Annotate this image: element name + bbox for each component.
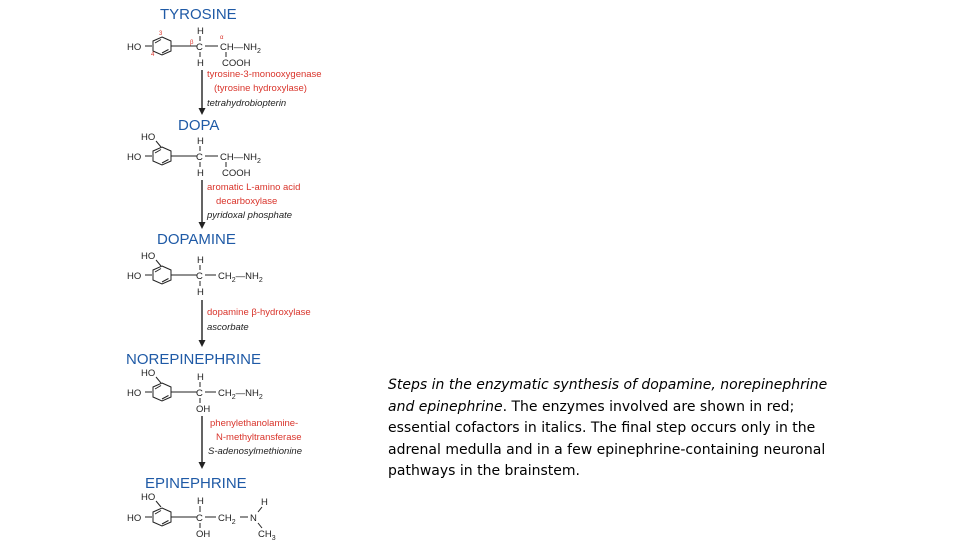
hydroxyl-label: HO	[127, 271, 142, 282]
reaction-step-1	[199, 69, 322, 115]
tyrosine-structure	[127, 6, 261, 69]
amine-group: $CH—NH_2$	[220, 152, 261, 165]
synthesis-pathway-diagram	[0, 0, 400, 540]
hydroxyl-label: HO	[127, 152, 142, 163]
hydroxyl-top-label: HO	[141, 132, 156, 143]
hydrogen-top: H	[197, 255, 204, 266]
enzyme-label: (tyrosine hydroxylase)	[214, 83, 307, 94]
arrow-head	[199, 462, 206, 469]
arrow-head	[199, 222, 206, 229]
bond	[258, 523, 262, 528]
reaction-step-3	[199, 300, 311, 347]
benzene-ring	[153, 383, 171, 401]
cofactor-label: tetrahydrobiopterin	[207, 98, 287, 109]
dopa-structure	[127, 117, 261, 179]
carbon-label: C	[196, 152, 203, 163]
hydrogen-bottom: H	[197, 168, 204, 179]
enzyme-label: N-methyltransferase	[216, 432, 302, 443]
hydroxyl-label: HO	[127, 42, 142, 53]
hydroxyl-bottom: OH	[196, 404, 211, 415]
dopamine-structure	[127, 231, 263, 298]
arrow-head	[199, 340, 206, 347]
amine-group: $CH_2—NH_2$	[218, 271, 263, 284]
caption-text: . The enzymes involved are shown in red; essential cofactors in italics. The final step occurs only in the adrenal medulla and in a few epinephrine-containing neuronal pathways in the brainstem.	[388, 398, 826, 479]
caption-italic: Steps in the enzymatic synthesis of dopamine, norepinephrine and epinephrine	[388, 377, 828, 415]
carbon-label: C	[196, 388, 203, 399]
bond	[156, 141, 161, 147]
compound-title-norepinephrine: NOREPINEPHRINE	[126, 351, 262, 368]
cofactor-label: ascorbate	[207, 322, 249, 333]
compound-title-epinephrine: EPINEPHRINE	[145, 475, 247, 492]
hydrogen-top: H	[197, 496, 204, 507]
enzyme-label: phenylethanolamine-	[210, 418, 299, 429]
hydrogen-top: H	[197, 372, 204, 383]
enzyme-label: tyrosine-3-monooxygenase	[207, 69, 322, 80]
amine-group: $CH—NH_2$	[220, 42, 261, 55]
alpha-label: α	[220, 35, 224, 41]
carbon-label: C	[196, 513, 203, 524]
benzene-ring	[153, 147, 171, 165]
norepinephrine-structure	[126, 351, 263, 415]
enzyme-label: dopamine β-hydroxylase	[207, 307, 311, 318]
cofactor-label: pyridoxal phosphate	[207, 210, 293, 221]
compound-title-dopa: DOPA	[178, 117, 220, 134]
hydrogen-top: H	[197, 136, 204, 147]
cofactor-label: S-adenosylmethionine	[208, 446, 303, 457]
benzene-ring	[153, 508, 171, 526]
position-4-label: 4	[151, 52, 155, 58]
reaction-step-2	[199, 180, 301, 229]
epinephrine-structure	[127, 475, 276, 540]
carboxyl-group: COOH	[222, 168, 251, 179]
carbon-label: C	[196, 271, 203, 282]
figure-caption	[388, 375, 828, 483]
bond	[156, 260, 161, 266]
arrow-head	[199, 108, 206, 115]
compound-title-tyrosine: TYROSINE	[160, 6, 237, 23]
methyl-group: $CH_3$	[258, 529, 276, 540]
bond	[156, 501, 161, 507]
nitrogen-label: N	[250, 513, 257, 524]
hydrogen-bottom: H	[197, 58, 204, 69]
hydrogen-top: H	[197, 26, 204, 37]
hydrogen-bottom: H	[197, 287, 204, 298]
hydroxyl-top-label: HO	[141, 251, 156, 262]
compound-title-dopamine: DOPAMINE	[157, 231, 236, 248]
beta-label: β	[190, 40, 194, 46]
benzene-ring	[153, 266, 171, 284]
hydroxyl-bottom: OH	[196, 529, 211, 540]
hydroxyl-top-label: HO	[141, 368, 156, 379]
hydroxyl-label: HO	[127, 513, 142, 524]
enzyme-label: decarboxylase	[216, 196, 278, 207]
hydroxyl-label: HO	[127, 388, 142, 399]
bond	[156, 377, 161, 383]
reaction-step-4	[199, 416, 303, 469]
hydrogen-on-nitrogen: H	[261, 497, 268, 508]
benzene-ring	[153, 37, 171, 55]
amine-group: $CH_2—NH_2$	[218, 388, 263, 401]
position-3-label: 3	[159, 31, 163, 37]
methylene-group: $CH_2$	[218, 513, 236, 526]
hydroxyl-top-label: HO	[141, 492, 156, 503]
carbon-label: C	[196, 42, 203, 53]
enzyme-label: aromatic L-amino acid	[207, 182, 301, 193]
carboxyl-group: COOH	[222, 58, 251, 69]
